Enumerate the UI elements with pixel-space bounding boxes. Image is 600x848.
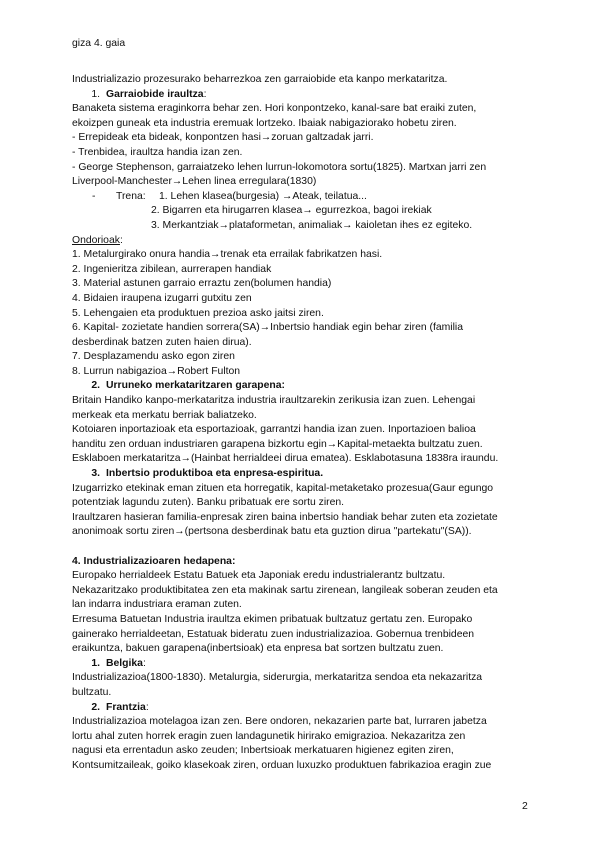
frantzia-heading	[72, 701, 528, 716]
ondorioak-item: 6. Kapital- zozietate handien sorrera(SA)→Inbertsio handiak egin behar ziren (familia	[72, 322, 464, 334]
page-number: 2	[522, 801, 528, 812]
section-1-number: 1.	[91, 88, 100, 100]
paragraph-line: Esklaboen merkataritza→(Hainbat herrialdeei dirua ematea). Esklabotasuna 1838ra iraundu.	[72, 453, 499, 465]
section-1-title: Garraiobide iraultza	[106, 88, 204, 100]
document-header: giza 4. gaia	[72, 38, 126, 49]
paragraph-line: Kotoiaren inportazioak eta esportazioak, garrantzi handia izan zuen. Inportazioen balioa	[72, 424, 476, 436]
paragraph-line: Banaketa sistema eraginkorra behar zen. Hori konpontzeko, kanal-sare bat eraiki zuten,	[72, 103, 477, 115]
paragraph-line: Nekazaritzako produktibitatea zen eta makinak sartu zirenean, langileak soberan zeuden eta	[72, 584, 498, 596]
ondorioak-label: Ondorioak	[72, 234, 120, 246]
ondorioak-item: 5. Lehengaien eta produktuen prezioa asko jaitsi ziren.	[72, 307, 324, 319]
section-2-heading	[72, 379, 528, 394]
paragraph-line: Liverpool-Manchester→Lehen linea erregulara(1830)	[72, 176, 317, 188]
ondorioak-item: 3. Material astunen garraio erraztu zen(bolumen handia)	[72, 278, 332, 290]
paragraph-line: anonimoak sortu ziren→(pertsona desberdinak batu eta guztion dirua "partekatu"(SA)).	[72, 526, 472, 538]
paragraph-line: Industrializazioa motelagoa izan zen. Bere ondoren, nekazarien parte bat, lurraren jabetza	[72, 716, 487, 728]
section-2-number: 2.	[91, 380, 100, 392]
paragraph-line: Britain Handiko kanpo-merkataritza industria iraultzarekin zerikusia izan zuen. Lehengai	[72, 395, 476, 407]
tren-list-item	[72, 190, 528, 205]
paragraph-line: lortu ahal zuten horrek eragin zuen landagunetik hirirako emigrazioa. Nekazaritza zen	[72, 730, 466, 742]
tren-label: Trena:	[116, 190, 146, 202]
paragraph-line: Industrializazioa(1800-1830). Metalurgia, siderurgia, merkataritza sendoa eta nekazaritza	[72, 672, 483, 684]
belgika-title: Belgika	[106, 657, 143, 669]
section-4-title: 4. Industrializazioaren hedapena:	[72, 555, 236, 567]
ondorioak-item: 8. Lurrun nabigazioa→Robert Fulton	[72, 365, 241, 377]
paragraph-line: eraikuntza, bakuen garapena(inbertsioak) eta enpresa bat sortzen bultzatu zuen.	[72, 643, 444, 655]
paragraph-line: Europako herrialdeek Estatu Batuek eta Japoniak eredu industrialerantz bultzatu.	[72, 570, 446, 582]
paragraph-line: Iraultzaren hasieran familia-enpresak ziren baina inbertsio handiak behar zuten eta zozietate	[72, 511, 498, 523]
paragraph-line: nagusi eta errentadun asko zeuden; Inbertsioak merkatuaren higienez egiten ziren,	[72, 745, 454, 757]
paragraph-line: - Trenbidea, iraultza handia izan zen.	[72, 146, 243, 158]
paragraph-line: - Errepideak eta bideak, konpontzen hasi→zoruan galtzadak jarri.	[72, 132, 374, 144]
paragraph-line: gainerako herrialdeetan, Estatuak bideratu zuen industrializazioa. Gobernua trenbideen	[72, 628, 475, 640]
paragraph-line: Erresuma Batuetan Industria iraultza ekimen pribatuak bultzatuz gertatu zen. Europako	[72, 613, 473, 625]
paragraph-line: - George Stephenson, garraiatzeko lehen lurrun-lokomotora sortu(1825). Martxan jarri zen	[72, 161, 487, 173]
paragraph-line: Izugarrizko etekinak eman zituen eta horregatik, kapital-metaketako prozesua(Gaur egungo	[72, 482, 494, 494]
frantzia-title: Frantzia	[106, 701, 146, 713]
paragraph-line: bultzatu.	[72, 686, 112, 698]
ondorioak-heading: Ondorioak:	[72, 234, 123, 246]
paragraph-line: ekoizpen guneak eta industria eremuak lortzeko. Ibaiak nabigaziorako hobetu ziren.	[72, 117, 457, 129]
paragraph-line: merkeak eta merkatu berriak baliatzeko.	[72, 409, 257, 421]
ondorioak-item: 2. Ingenieritza zibilean, aurrerapen handiak	[72, 263, 272, 275]
tren-subitem: 1. Lehen klasea(burgesia) →Ateak, teilatua...	[159, 190, 367, 202]
blank-line	[72, 540, 528, 555]
ondorioak-item: desberdinak batzen zuten haien dirua).	[72, 336, 252, 348]
section-3-heading	[72, 467, 528, 482]
section-2-title: Urruneko merkataritzaren garapena:	[106, 380, 286, 392]
section-1-heading	[72, 88, 528, 103]
frantzia-colon: :	[145, 701, 149, 713]
intro-line: Industrializazio prozesurako beharrezkoa zen garraiobide eta kanpo merkataritza.	[72, 74, 448, 85]
section-1-colon: :	[203, 88, 207, 100]
belgika-number: 1.	[91, 657, 100, 669]
ondorioak-item: 1. Metalurgirako onura handia→trenak eta errailak fabrikatzen hasi.	[72, 249, 383, 261]
belgika-colon: :	[142, 657, 146, 669]
ondorioak-item: 7. Desplazamendu asko egon ziren	[72, 351, 235, 363]
paragraph-line: potentziak lagundu zuten). Banku pribatuak ere sortu ziren.	[72, 497, 345, 509]
belgika-heading	[72, 657, 528, 672]
paragraph-line: Kontsumitzaileak, goiko klasekoak ziren, orduan luxuzko produktuen fabrikazioa eragin zue	[72, 759, 492, 771]
tren-subitem: 2. Bigarren eta hirugarren klasea→ egurrezkoa, bagoi irekiak	[151, 205, 432, 217]
document-body	[72, 73, 528, 774]
section-3-title: Inbertsio produktiboa eta enpresa-espiritua.	[106, 468, 324, 480]
ondorioak-item: 4. Bidaien iraupena izugarri gutxitu zen	[72, 292, 252, 304]
tren-subitem: 3. Merkantziak→plataformetan, animaliak→ kaioletan ihes ez egiteko.	[151, 219, 473, 231]
paragraph-line: handitu zen orduan industriaren garapena bizkortu egin→Kapital-metaekta bultzatu zuen.	[72, 438, 483, 450]
paragraph-line: lan indarra industriara eraman zuten.	[72, 599, 242, 611]
tren-dash: -	[92, 190, 96, 202]
section-3-number: 3.	[91, 468, 100, 480]
frantzia-number: 2.	[91, 701, 100, 713]
